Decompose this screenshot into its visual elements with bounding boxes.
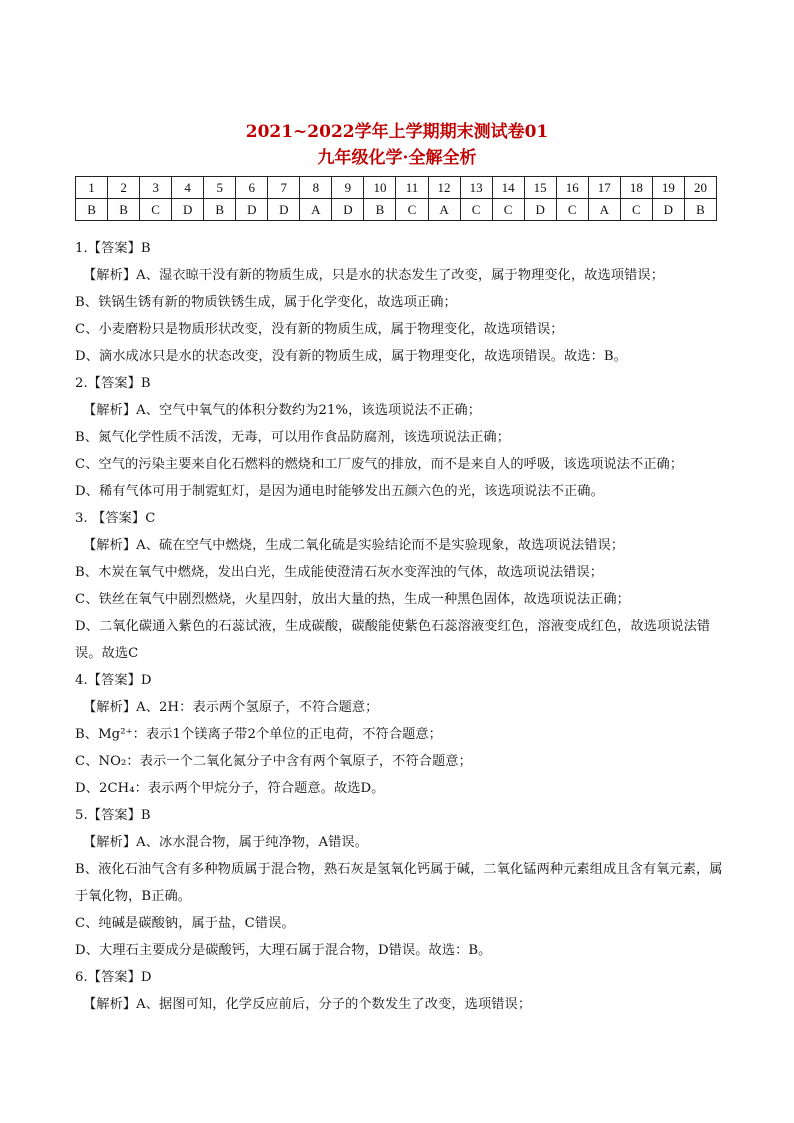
answer-cell: C <box>620 199 652 221</box>
answer-table <box>75 176 717 221</box>
question-number-cell: 12 <box>428 177 460 199</box>
answer-cell: B <box>76 199 108 221</box>
solution-line: 【解析】A、2H：表示两个氢原子，不符合题意； <box>83 700 379 715</box>
question-number-cell: 10 <box>364 177 396 199</box>
solution-line: D、大理石主要成分是碳酸钙，大理石属于混合物，D错误。故选：B。 <box>75 943 492 958</box>
solution-line: B、液化石油气含有多种物质属于混合物，熟石灰是氢氧化钙属于碱，二氧化锰两种元素组成且含有氧元素，属于氧化物，B正确。 <box>75 862 723 904</box>
answer-heading: 3. 【答案】C <box>75 511 156 526</box>
solution-line: 【解析】A、湿衣晾干没有新的物质生成，只是水的状态发生了改变，属于物理变化，故选项错误； <box>83 268 664 283</box>
answer-cell: D <box>268 199 300 221</box>
question-number-cell: 8 <box>300 177 332 199</box>
solution-line: 【解析】A、冰水混合物，属于纯净物，A错误。 <box>83 835 368 850</box>
solution-line: C、NO₂：表示一个二氧化氮分子中含有两个氧原子，不符合题意； <box>75 754 472 769</box>
document-subtitle: 九年级化学·全解全析 <box>317 148 477 168</box>
answer-heading: 4.【答案】D <box>75 673 152 688</box>
solution-line: D、稀有气体可用于制霓虹灯，是因为通电时能够发出五颜六色的光，该选项说法不正确。 <box>75 484 604 499</box>
answer-heading: 1.【答案】B <box>75 241 151 256</box>
question-number-cell: 2 <box>108 177 140 199</box>
answer-cell: C <box>460 199 492 221</box>
solution-line: D、2CH₄：表示两个甲烷分子，符合题意。故选D。 <box>75 781 385 796</box>
solution-line: C、小麦磨粉只是物质形状改变，没有新的物质生成，属于物理变化，故选项错误； <box>75 322 564 337</box>
answer-cell: D <box>524 199 556 221</box>
answer-cell: D <box>652 199 684 221</box>
solution-line: 【解析】A、硫在空气中燃烧，生成二氧化硫是实验结论而不是实验现象，故选项说法错误； <box>83 538 625 553</box>
question-number-cell: 18 <box>620 177 652 199</box>
question-number-cell: 3 <box>140 177 172 199</box>
answer-cell: D <box>172 199 204 221</box>
answer-cell: C <box>396 199 428 221</box>
question-number-cell: 6 <box>236 177 268 199</box>
question-number-cell: 7 <box>268 177 300 199</box>
question-number-cell: 4 <box>172 177 204 199</box>
solution-line: D、二氧化碳通入紫色的石蕊试液，生成碳酸，碳酸能使紫色石蕊溶液变红色，溶液变成红色，故选项说法错误。故选C <box>75 619 711 661</box>
question-number-cell: 1 <box>76 177 108 199</box>
question-number-cell: 15 <box>524 177 556 199</box>
solution-line: B、木炭在氧气中燃烧，发出白光，生成能使澄清石灰水变浑浊的气体，故选项说法错误； <box>75 565 603 580</box>
question-number-cell: 11 <box>396 177 428 199</box>
question-number-cell: 20 <box>684 177 716 199</box>
solution-line: D、滴水成冰只是水的状态改变，没有新的物质生成，属于物理变化，故选项错误。故选：B。 <box>75 349 627 364</box>
answer-cell: C <box>556 199 588 221</box>
answer-cell: B <box>204 199 236 221</box>
answer-cell: B <box>108 199 140 221</box>
answer-cell: B <box>684 199 716 221</box>
answer-cell: A <box>300 199 332 221</box>
answer-cell: B <box>364 199 396 221</box>
question-number-cell: 13 <box>460 177 492 199</box>
solution-line: C、铁丝在氧气中剧烈燃烧，火星四射，放出大量的热，生成一种黑色固体，故选项说法正确； <box>75 592 630 607</box>
question-number-cell: 19 <box>652 177 684 199</box>
solution-line: C、纯碱是碳酸钠，属于盐，C错误。 <box>75 916 295 931</box>
answer-cell: D <box>236 199 268 221</box>
question-number-cell: 17 <box>588 177 620 199</box>
question-number-cell: 9 <box>332 177 364 199</box>
answer-cell: A <box>428 199 460 221</box>
answer-heading: 5.【答案】B <box>75 808 151 823</box>
solution-line: B、Mg²⁺：表示1个镁离子带2个单位的正电荷，不符合题意； <box>75 727 442 742</box>
question-number-row <box>76 177 717 199</box>
solution-line: B、氮气化学性质不活泼，无毒，可以用作食品防腐剂，该选项说法正确； <box>75 430 510 445</box>
document-title: 2021~2022学年上学期期末测试卷01 <box>245 122 549 142</box>
answer-cell: D <box>332 199 364 221</box>
answer-cell: C <box>140 199 172 221</box>
answer-heading: 6.【答案】D <box>75 970 152 985</box>
solution-line: 【解析】A、据图可知，化学反应前后，分子的个数发生了改变，选项错误； <box>83 997 532 1012</box>
answer-cell: A <box>588 199 620 221</box>
solution-line: B、铁锅生锈有新的物质铁锈生成，属于化学变化，故选项正确； <box>75 295 457 310</box>
answer-heading: 2.【答案】B <box>75 376 151 391</box>
solution-line: 【解析】A、空气中氧气的体积分数约为21%，该选项说法不正确； <box>83 403 481 418</box>
answer-cell: C <box>492 199 524 221</box>
answer-row <box>76 199 717 221</box>
question-number-cell: 14 <box>492 177 524 199</box>
question-number-cell: 16 <box>556 177 588 199</box>
solution-line: C、空气的污染主要来自化石燃料的燃烧和工厂废气的排放，而不是来自人的呼吸，该选项说法不正确； <box>75 457 684 472</box>
question-number-cell: 5 <box>204 177 236 199</box>
